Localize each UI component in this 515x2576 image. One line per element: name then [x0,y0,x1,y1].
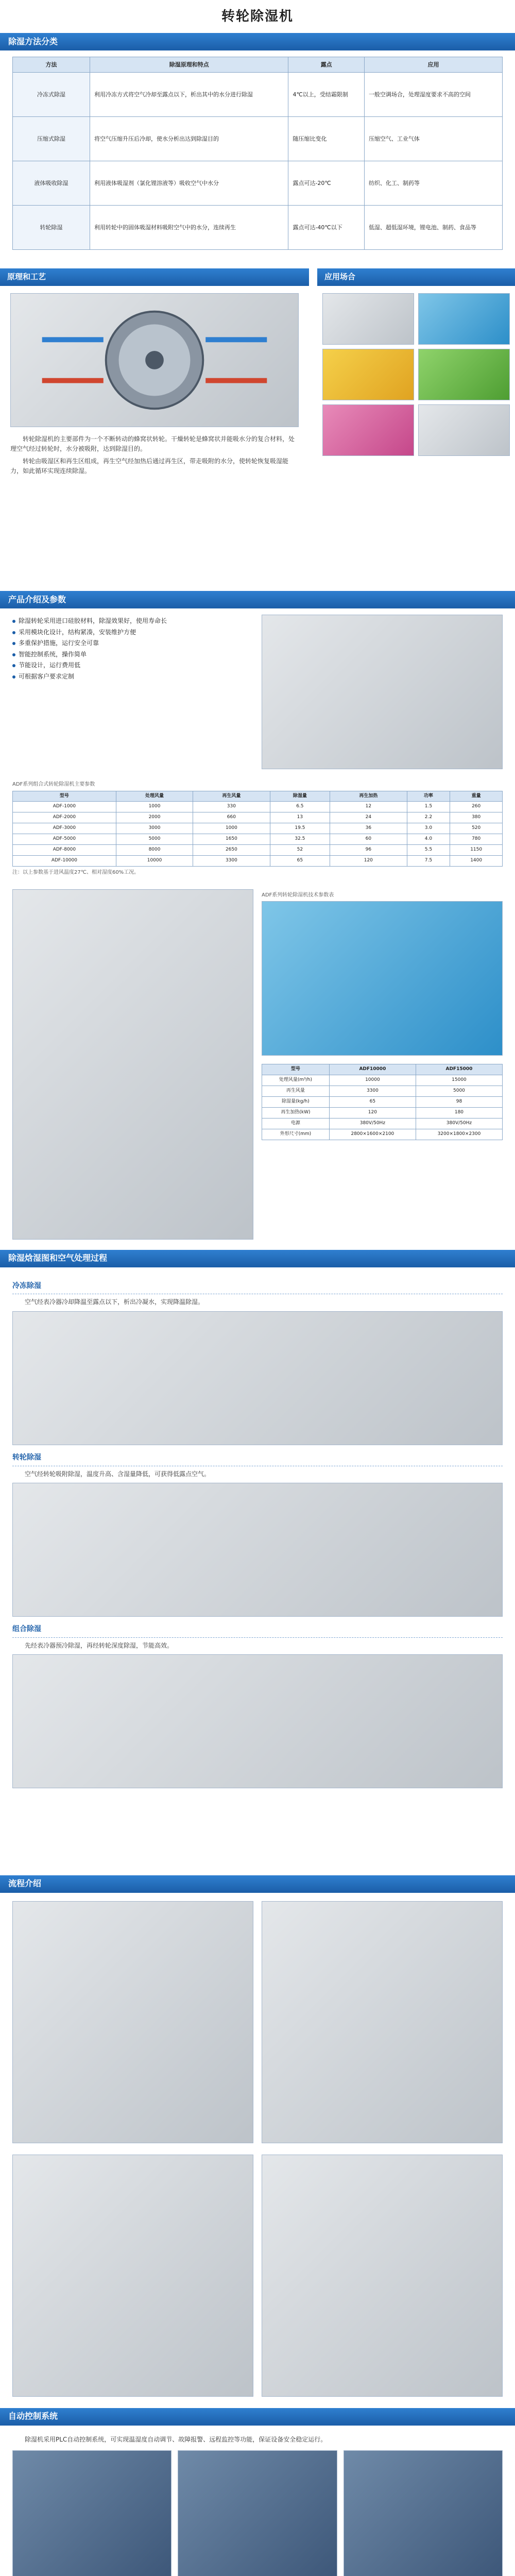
section-header-applications: 应用场合 [317,268,515,286]
method-name: 压缩式除湿 [13,117,90,161]
app-image [322,293,414,345]
flow-diagram [262,2155,503,2397]
products-row [0,608,515,778]
method-dew: 随压缩比变化 [288,117,364,161]
table-row [13,117,503,161]
section-header-products: 产品介绍及参数 [0,591,515,608]
table1-note: 注：以上参数基于进风温度27℃、相对湿度60%工况。 [12,870,140,876]
method-app: 一般空调场合，处理湿度要求不高的空间 [364,73,502,117]
principle-text-2: 转轮由吸湿区和再生区组成，再生空气经加热后通过再生区，带走吸附的水分，使转轮恢复吸湿能力，如此循环实现连续除湿。 [10,457,289,474]
bullet-icon [12,620,15,623]
psychro-label-1: 冷冻除湿 [12,1279,503,1295]
list-item: 节能设计，运行费用低 [12,660,253,670]
table-row: 外形尺寸(mm) 2800×1600×2100 3200×1800×2300 [262,1129,503,1140]
page-title: 转轮除湿机 [221,8,294,24]
method-principle: 将空气压缩升压后冷却，使水分析出达到除湿目的 [90,117,288,161]
compare-col [262,889,503,1240]
section-header-principle: 原理和工艺 [0,268,309,286]
bullet-icon [12,642,15,645]
table-row: 电源 380V/50Hz 380V/50Hz [262,1118,503,1129]
app-image [418,404,510,456]
table-row: ADF-10000 10000 3300 65 120 7.5 1400 [13,856,503,867]
col-header: 露点 [288,57,364,73]
list-item: 多重保护措施，运行安全可靠 [12,638,253,648]
table-row: 再生加热(kW) 120 180 [262,1107,503,1118]
list-item: 可根据客户要求定制 [12,672,253,682]
bullet-icon [12,653,15,656]
method-app: 压缩空气、工业气体 [364,117,502,161]
features-list [12,615,253,772]
method-dew: 露点可达-20℃ [288,161,364,206]
table-row: 处理风量(m³/h) 10000 15000 [262,1075,503,1086]
table-row: ADF-2000 2000 660 13 24 2.2 380 [13,812,503,823]
principle-text-1: 转轮除湿机的主要部件为一个不断转动的蜂窝状转轮。干燥转轮是蜂窝状并能吸水分的复合材料，处理空气经过转轮时，水分被吸附，达到除湿目的。 [10,435,295,452]
table-row [13,73,503,117]
section-header-auto: 自动控制系统 [0,2408,515,2426]
method-principle: 利用液体吸湿剂（氯化锂溶液等）吸收空气中水分 [90,161,288,206]
section-header-psychro: 除湿焓湿图和空气处理过程 [0,1250,515,1267]
table1-wrap [0,781,515,877]
compare-table [262,1064,503,1140]
section-header-methods: 除湿方法分类 [0,33,515,50]
method-name: 液体吸收除湿 [13,161,90,206]
col-header: 除湿原理和特点 [90,57,288,73]
principle-col [0,268,309,591]
psychro-text-1: 空气经表冷器冷却降温至露点以下，析出冷凝水，实现降温除湿。 [25,1298,204,1306]
psychro-label-3: 组合除湿 [12,1622,503,1638]
psychro-text-3: 先经表冷器预冷除湿，再经转轮深度除湿，节能高效。 [25,1641,174,1649]
psychro-chart-3 [12,1654,503,1788]
table-row: 除湿量(kg/h) 65 98 [262,1096,503,1107]
app-image [322,349,414,400]
table-row [13,206,503,250]
col-header: 应用 [364,57,502,73]
list-item: 采用模块化设计，结构紧凑，安装维护方便 [12,628,253,637]
table-row: ADF-8000 8000 2650 52 96 5.5 1150 [13,845,503,856]
app-image [418,349,510,400]
psychro-chart-1 [12,1311,503,1445]
flow-diagram [12,1901,253,2143]
unit-image [262,901,503,1056]
methods-section [0,50,515,256]
products-images-row [0,879,515,1250]
list-item: 除湿转轮采用进口硅胶材料，除湿效果好，使用寿命长 [12,616,253,626]
method-app: 纺织、化工、制药等 [364,161,502,206]
factory-image [12,889,253,1240]
app-image-grid [322,293,510,456]
table-header-row: 型号 ADF10000 ADF15000 [262,1064,503,1075]
product-image [262,615,503,769]
table1-caption: ADF系列组合式转轮除湿机主要参数 [12,782,95,788]
method-dew: 4℃以上，受结霜限制 [288,73,364,117]
section-header-flow: 流程介绍 [0,1875,515,1893]
control-panel-image [178,2450,337,2576]
spec-table [12,791,503,867]
flow-diagram [12,2155,253,2397]
flow-diagram [262,1901,503,2143]
table-row: 再生风量 3300 5000 [262,1086,503,1096]
apps-col [317,268,515,591]
rotor-wheel-illustration [11,294,298,427]
method-principle: 利用转轮中的固体吸湿材料吸附空气中的水分，连续再生 [90,206,288,250]
rotor-diagram [10,293,299,427]
bullet-icon [12,664,15,667]
principle-apps-row [0,256,515,591]
table-header-row: 型号 处理风量 再生风量 除湿量 再生加热 功率 重量 [13,791,503,802]
method-name: 转轮除湿 [13,206,90,250]
table-row: ADF-3000 3000 1000 19.5 36 3.0 520 [13,823,503,834]
table-header-row [13,57,503,73]
psychro-chart-2 [12,1483,503,1617]
list-item: 智能控制系统，操作简单 [12,650,253,659]
app-image [418,293,510,345]
flow-grid [0,1893,515,2408]
method-app: 低湿、超低湿环境，锂电池、制药、食品等 [364,206,502,250]
auto-text: 除湿机采用PLC自动控制系统，可实现温湿度自动调节、故障报警、远程监控等功能，保证设备安全稳定运行。 [25,2435,327,2443]
control-panel-image [344,2450,503,2576]
table-row [13,161,503,206]
auto-image-grid [12,2450,503,2576]
table-row: ADF-1000 1000 330 6.5 12 1.5 260 [13,802,503,812]
table-row: ADF-5000 5000 1650 32.5 60 4.0 780 [13,834,503,845]
psychro-text-2: 空气经转轮吸附除湿，温度升高、含湿量降低，可获得低露点空气。 [25,1470,211,1478]
method-principle: 利用冷冻方式将空气冷却至露点以下，析出其中的水分进行除湿 [90,73,288,117]
psychro-label-2: 转轮除湿 [12,1450,503,1466]
table2-caption: ADF系列转轮除湿机技术参数表 [262,892,334,898]
psychro-section [0,1267,515,1875]
bullet-icon [12,631,15,634]
col-header: 方法 [13,57,90,73]
method-dew: 露点可达-40℃以下 [288,206,364,250]
method-name: 冷冻式除湿 [13,73,90,117]
app-image [322,404,414,456]
bullet-icon [12,675,15,679]
control-panel-image [12,2450,171,2576]
auto-section [0,2426,515,2576]
methods-table [12,57,503,250]
